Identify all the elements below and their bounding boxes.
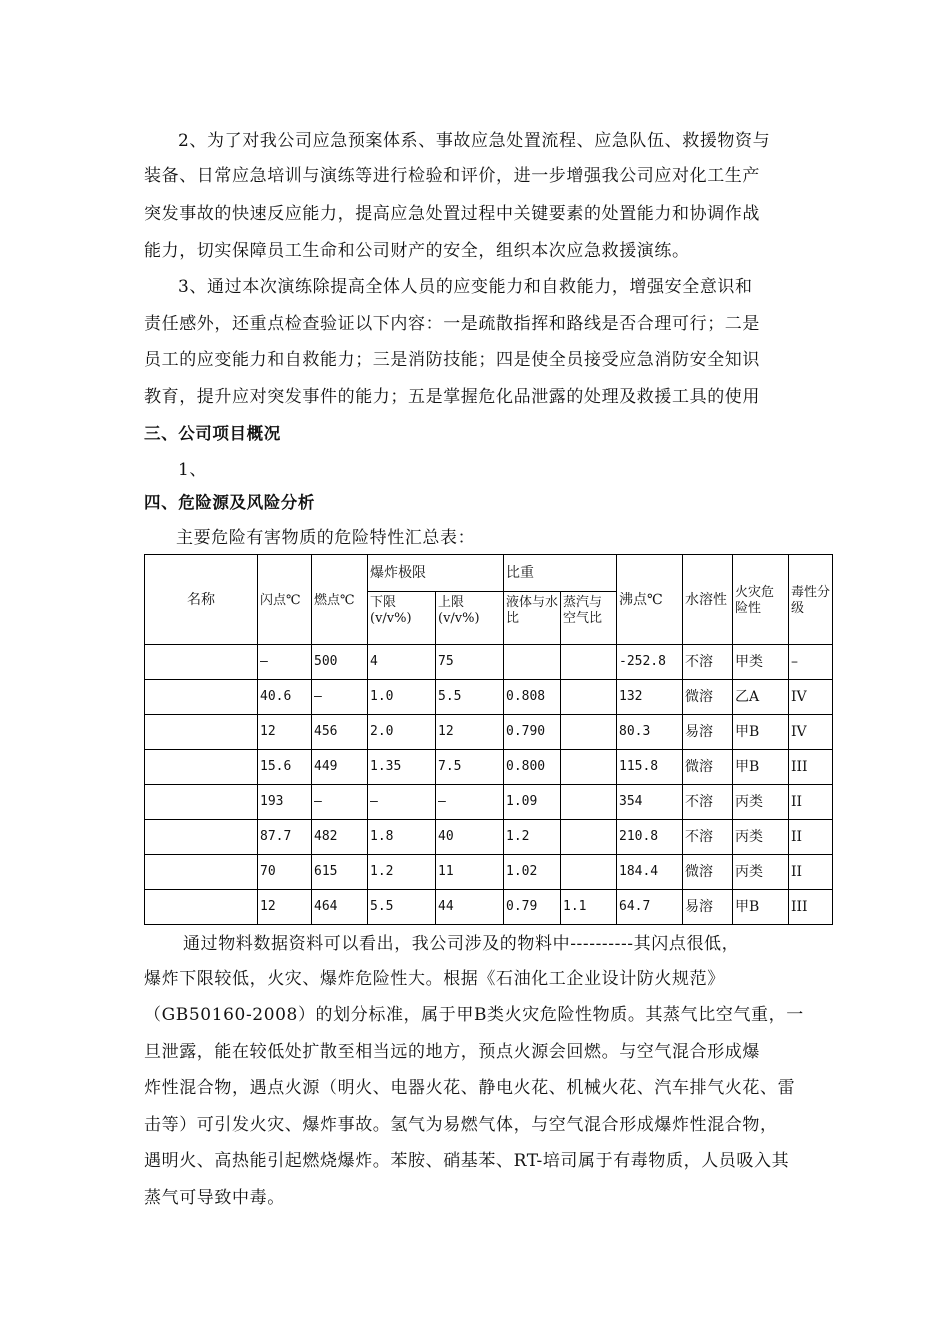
cell-upper-limit: 5.5 [436,680,504,715]
cell-solubility: 微溶 [683,855,733,890]
table-intro: 主要危险有害物质的危险特性汇总表： [176,528,476,548]
cell-liquid-water-ratio: 1.2 [504,820,561,855]
cell-liquid-water-ratio: 0.790 [504,715,561,750]
cell-name [145,890,258,925]
cell-fire-hazard: 丙类 [733,785,789,820]
cell-fire-hazard: 乙A [733,680,789,715]
cell-boiling-point: 132 [617,680,683,715]
cell-boiling-point: 80.3 [617,715,683,750]
cell-lower-limit: 1.8 [368,820,436,855]
table-row [145,890,833,925]
cell-solubility: 微溶 [683,750,733,785]
table-row [145,645,833,680]
cell-name [145,680,258,715]
conclusion-line-2: 爆炸下限较低，火灾、爆炸危险性大。根据《石油化工企业设计防火规范》 [144,969,725,989]
cell-vapor-air-ratio: 1.1 [561,890,617,925]
cell-flash-point: – [258,645,312,680]
cell-vapor-air-ratio [561,715,617,750]
cell-fire-hazard: 丙类 [733,855,789,890]
header-name: 名称 [145,555,258,645]
header-ignition-point: 燃点℃ [312,555,368,645]
cell-liquid-water-ratio: 1.02 [504,855,561,890]
cell-solubility: 微溶 [683,680,733,715]
cell-ignition-point: 615 [312,855,368,890]
cell-toxicity: IV [789,715,833,750]
cell-ignition-point: 449 [312,750,368,785]
header-flash-point: 闪点℃ [258,555,312,645]
cell-name [145,855,258,890]
cell-ignition-point: – [312,680,368,715]
cell-fire-hazard: 甲类 [733,645,789,680]
cell-liquid-water-ratio: 0.800 [504,750,561,785]
conclusion-line-8: 蒸气可导致中毒。 [144,1188,285,1208]
conclusion-line-1: 通过物料数据资料可以看出，我公司涉及的物料中----------其闪点很低， [183,934,740,954]
cell-boiling-point: -252.8 [617,645,683,680]
hazard-table [144,554,833,925]
header-upper-limit: 上限(v/v%) [436,592,504,645]
cell-ignition-point: 500 [312,645,368,680]
cell-fire-hazard: 丙类 [733,820,789,855]
cell-lower-limit: 1.2 [368,855,436,890]
header-explosion-limit: 爆炸极限 [368,555,504,592]
cell-boiling-point: 64.7 [617,890,683,925]
paragraph-3-line-3: 员工的应变能力和自救能力；三是消防技能；四是使全员接受应急消防安全知识 [144,350,760,370]
conclusion-line-3: （GB50160-2008）的划分标准，属于甲B类火灾危险性物质。其蒸气比空气重，一 [144,1005,804,1025]
cell-solubility: 易溶 [683,715,733,750]
table-row [145,820,833,855]
section-3-item-1: 1、 [178,460,208,480]
cell-name [145,820,258,855]
header-fire-hazard: 火灾危险性 [733,555,789,645]
cell-toxicity: II [789,785,833,820]
conclusion-line-7: 遇明火、高热能引起燃烧爆炸。苯胺、硝基苯、RT-培司属于有毒物质，人员吸入其 [144,1151,790,1171]
cell-flash-point: 40.6 [258,680,312,715]
cell-name [145,750,258,785]
cell-solubility: 不溶 [683,645,733,680]
cell-liquid-water-ratio: 0.79 [504,890,561,925]
cell-vapor-air-ratio [561,750,617,785]
cell-ignition-point: 482 [312,820,368,855]
cell-vapor-air-ratio [561,855,617,890]
section-4-title: 四、危险源及风险分析 [144,493,315,512]
cell-flash-point: 87.7 [258,820,312,855]
section-3-title: 三、公司项目概况 [144,424,281,443]
header-boiling-point: 沸点℃ [617,555,683,645]
cell-name [145,645,258,680]
cell-upper-limit: 40 [436,820,504,855]
conclusion-line-6: 击等）可引发火灾、爆炸事故。氢气为易燃气体，与空气混合形成爆炸性混合物， [144,1115,778,1135]
table-row [145,750,833,785]
table-row [145,715,833,750]
cell-fire-hazard: 甲B [733,715,789,750]
cell-boiling-point: 184.4 [617,855,683,890]
paragraph-2-line-1: 2、为了对我公司应急预案体系、事故应急处置流程、应急队伍、救援物资与 [178,131,771,151]
paragraph-2-line-4: 能力，切实保障员工生命和公司财产的安全，组织本次应急救援演练。 [144,241,690,261]
cell-vapor-air-ratio [561,645,617,680]
cell-solubility: 不溶 [683,820,733,855]
cell-upper-limit: 75 [436,645,504,680]
header-liquid-water-ratio: 液体与水比 [504,592,561,645]
cell-upper-limit: 11 [436,855,504,890]
cell-name [145,715,258,750]
cell-fire-hazard: 甲B [733,890,789,925]
table-row [145,785,833,820]
cell-vapor-air-ratio [561,680,617,715]
paragraph-2-line-3: 突发事故的快速反应能力，提高应急处置过程中关键要素的处置能力和协调作战 [144,204,760,224]
header-lower-limit: 下限(v/v%) [368,592,436,645]
paragraph-2-line-2: 装备、日常应急培训与演练等进行检验和评价，进一步增强我公司应对化工生产 [144,166,760,186]
paragraph-3-line-2: 责任感外，还重点检查验证以下内容：一是疏散指挥和路线是否合理可行；二是 [144,314,760,334]
header-specific-gravity: 比重 [504,555,617,592]
hazard-table-body [145,645,833,925]
cell-boiling-point: 210.8 [617,820,683,855]
cell-ignition-point: 464 [312,890,368,925]
cell-toxicity: – [789,645,833,680]
cell-vapor-air-ratio [561,785,617,820]
cell-boiling-point: 354 [617,785,683,820]
cell-toxicity: IV [789,680,833,715]
conclusion-line-4: 旦泄露，能在较低处扩散至相当远的地方，预点火源会回燃。与空气混合形成爆 [144,1042,760,1062]
cell-vapor-air-ratio [561,820,617,855]
cell-flash-point: 193 [258,785,312,820]
cell-flash-point: 12 [258,890,312,925]
table-row [145,680,833,715]
cell-lower-limit: 2.0 [368,715,436,750]
cell-liquid-water-ratio: 0.808 [504,680,561,715]
cell-lower-limit: – [368,785,436,820]
header-vapor-air-ratio: 蒸汽与空气比 [561,592,617,645]
cell-toxicity: II [789,855,833,890]
conclusion-line-5: 炸性混合物，遇点火源（明火、电器火花、静电火花、机械火花、汽车排气火花、雷 [144,1078,796,1098]
cell-name [145,785,258,820]
cell-upper-limit: – [436,785,504,820]
header-solubility: 水溶性 [683,555,733,645]
cell-liquid-water-ratio [504,645,561,680]
cell-upper-limit: 44 [436,890,504,925]
cell-lower-limit: 5.5 [368,890,436,925]
cell-boiling-point: 115.8 [617,750,683,785]
cell-ignition-point: 456 [312,715,368,750]
paragraph-3-line-1: 3、通过本次演练除提高全体人员的应变能力和自救能力，增强安全意识和 [178,277,753,297]
table-row [145,855,833,890]
cell-upper-limit: 7.5 [436,750,504,785]
cell-lower-limit: 4 [368,645,436,680]
header-toxicity: 毒性分级 [789,555,833,645]
cell-toxicity: III [789,890,833,925]
cell-toxicity: III [789,750,833,785]
cell-upper-limit: 12 [436,715,504,750]
cell-liquid-water-ratio: 1.09 [504,785,561,820]
cell-fire-hazard: 甲B [733,750,789,785]
cell-toxicity: II [789,820,833,855]
cell-flash-point: 12 [258,715,312,750]
cell-solubility: 不溶 [683,785,733,820]
cell-lower-limit: 1.0 [368,680,436,715]
cell-flash-point: 70 [258,855,312,890]
paragraph-3-line-4: 教育，提升应对突发事件的能力；五是掌握危化品泄露的处理及救援工具的使用 [144,387,760,407]
cell-solubility: 易溶 [683,890,733,925]
cell-ignition-point: – [312,785,368,820]
cell-flash-point: 15.6 [258,750,312,785]
cell-lower-limit: 1.35 [368,750,436,785]
